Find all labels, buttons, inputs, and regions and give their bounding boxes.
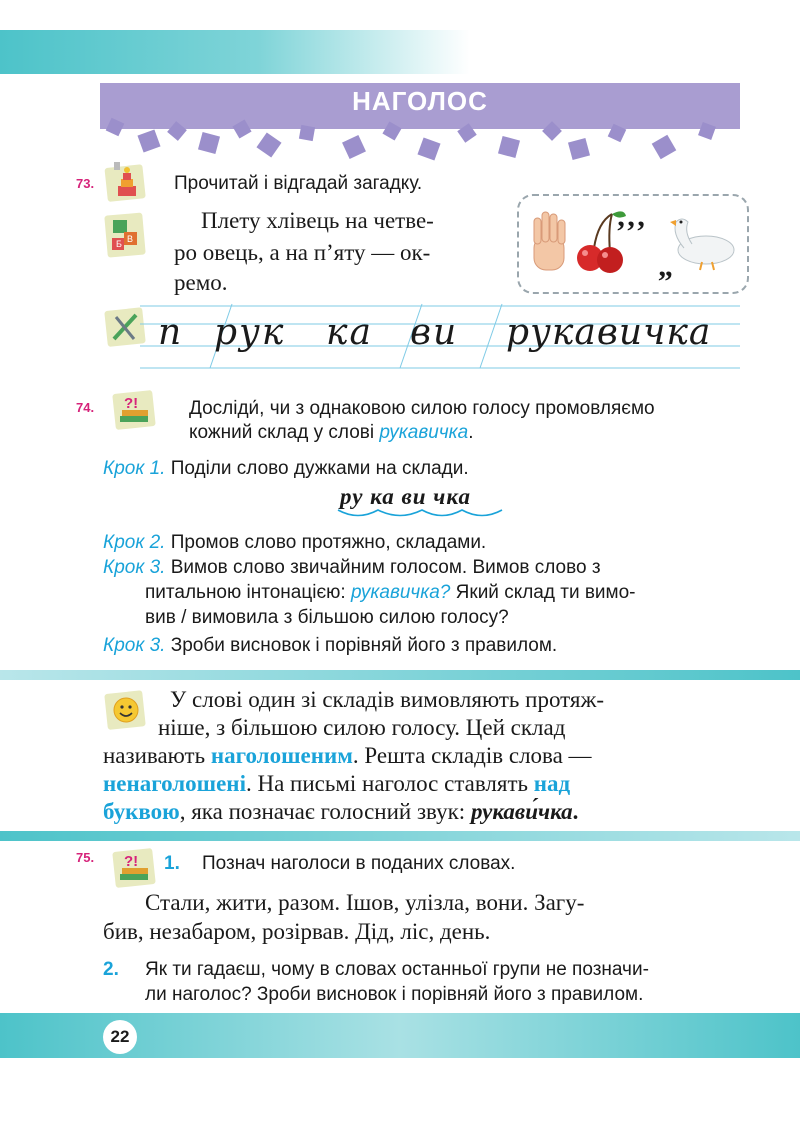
rule-line-5: буквою, яка позначає голосний звук: рукави́чка. — [103, 799, 579, 824]
step-2: Крок 2. Промов слово протяжно, складами. — [103, 532, 487, 553]
research-books-icon — [112, 846, 152, 886]
syllables-word: ру ка ви чка — [340, 484, 471, 509]
step-3-line-1: Крок 3. Вимов слово звичайним голосом. Вимов слово з — [103, 557, 601, 578]
step-4: Крок 3. Зроби висновок і порівняй його з правилом. — [103, 635, 558, 656]
quote-marks-close: „ — [658, 250, 673, 283]
rule-line-2: ніше, з більшою силою голосу. Цей склад — [158, 715, 566, 740]
term-letter: буквою — [103, 799, 180, 824]
rule-line-1: У слові один зі складів вимовляють протяж- — [170, 687, 605, 712]
step-label: Крок 3. — [103, 557, 166, 578]
instruction-text: Прочитай і відгадай загадку. — [174, 173, 423, 194]
goose-icon — [662, 214, 740, 277]
step-label: Крок 1. — [103, 458, 166, 479]
task-number: 2. — [103, 959, 119, 980]
step-3-line-2: питальною інтонацією: рукавичка? Який склад ти вимо- — [145, 582, 636, 603]
svg-text:В: В — [127, 234, 134, 244]
step-3-line-3: вив / вимовила з більшою силою голосу? — [145, 607, 509, 628]
quote-marks-open: ‚‚‚ — [616, 200, 646, 233]
rule-top-separator — [0, 670, 800, 680]
riddle-line-3: ремо. — [174, 270, 228, 295]
step-label: Крок 2. — [103, 532, 166, 553]
cursive-syllable: ви — [410, 312, 459, 353]
task-number: 1. — [164, 853, 180, 874]
words-line-1: Стали, жити, разом. Ішов, улізла, вони. Загу- — [145, 890, 585, 915]
smiley-icon — [104, 688, 144, 728]
svg-text:?!: ?! — [124, 853, 139, 870]
riddle-line-2: ро овець, а на п’яту — ок- — [174, 240, 431, 265]
exercise-number: 74. — [76, 400, 95, 415]
cursive-syllable: ка — [326, 312, 373, 353]
highlight-word: рукавичка — [379, 422, 469, 443]
term-unstressed: ненаголошені — [103, 771, 246, 796]
read-book-icon — [104, 160, 144, 200]
rule-line-3: називають наголошеним. Решта складів слова — — [103, 743, 592, 768]
research-books-icon — [112, 388, 152, 428]
task-2-line-1: Як ти гадаєш, чому в словах останньої групи не позначи- — [145, 959, 649, 980]
rule-bottom-separator — [0, 831, 800, 841]
page-number: 22 — [103, 1020, 137, 1054]
ex74-intro-line-1: Досліди́, чи з однаковою силою голосу промовляємо — [189, 398, 655, 419]
syllable-arcs — [336, 507, 506, 521]
term-stressed: наголошеним — [210, 743, 353, 768]
cursive-syllable: п — [158, 312, 184, 353]
highlight-word: рукавичка? — [350, 582, 451, 603]
page-title: НАГОЛОС — [352, 86, 488, 116]
step-label: Крок 3. — [103, 635, 166, 656]
hand-icon — [528, 210, 570, 279]
riddle-line-1: Плету хлівець на четве- — [201, 208, 434, 233]
top-decor-bar — [0, 30, 470, 74]
term-over: над — [533, 771, 571, 796]
alphabet-blocks-icon — [104, 210, 144, 250]
exercise-number: 75. — [76, 850, 95, 865]
task-1-text: Познач наголоси в поданих словах. — [202, 853, 516, 874]
step-1: Крок 1. Поділи слово дужками на склади. — [103, 458, 469, 479]
cursive-syllable: рук — [214, 312, 286, 353]
task-2-line-2: ли наголос? Зроби висновок і порівняй його з правилом. — [145, 984, 644, 1005]
svg-text:Б: Б — [116, 239, 122, 249]
svg-text:?!: ?! — [124, 395, 139, 412]
cursive-answer-word: рукавичка — [506, 312, 712, 353]
words-line-2: бив, незабаром, розірвав. Дід, ліс, день. — [103, 919, 491, 944]
exercise-number: 73. — [76, 176, 95, 191]
example-word: рукави́чка — [470, 799, 573, 824]
ex74-intro-line-2: кожний склад у слові рукавичка. — [189, 422, 474, 443]
rule-line-4: ненаголошені. На письмі наголос ставлять над — [103, 771, 571, 796]
